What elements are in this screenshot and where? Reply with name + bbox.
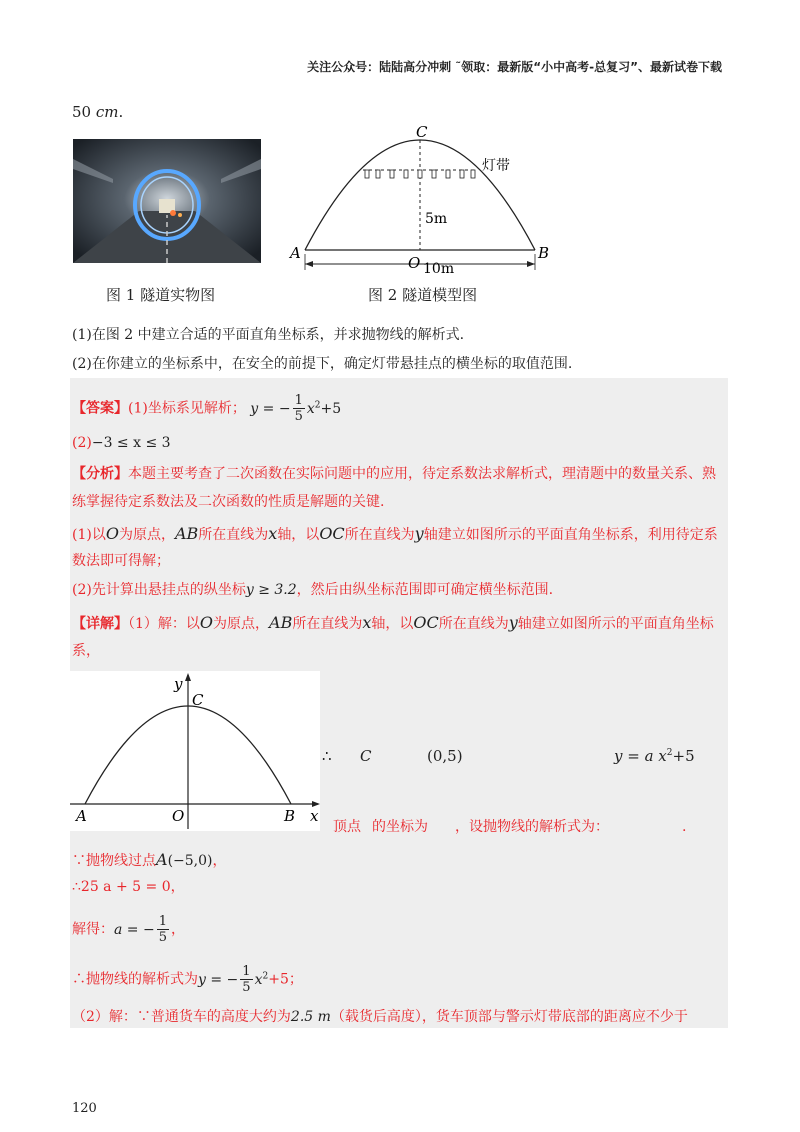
label-lights: 灯带 <box>482 158 510 174</box>
graph-label-a: A <box>76 807 87 825</box>
analysis-line-4: 数法即可得解； <box>72 553 170 569</box>
tunnel-photo <box>73 139 261 263</box>
detail-line-3: ∵抛物线过点A(−5,0)， <box>72 850 227 869</box>
detail-line-1: 【详解】（1）解：以O为原点，AB所在直线为x轴，以OC所在直线为y轴建立如图所示的平面直角坐标 <box>72 613 714 632</box>
parabola-graph <box>70 671 320 831</box>
analysis-line-5: (2)先计算出悬挂点的纵坐标y ≥ 3.2，然后由纵坐标范围即可确定横坐标范围. <box>72 582 554 598</box>
vertex-c: C <box>360 747 372 765</box>
intro-num: 50 <box>72 103 92 121</box>
intro-tail <box>72 103 123 121</box>
page-number: 120 <box>72 1101 97 1116</box>
figure2-caption: 图 2 隧道模型图 <box>368 286 478 304</box>
answer-range: −3 ≤ x ≤ 3 <box>91 435 171 451</box>
graph-label-x: x <box>310 807 319 825</box>
label-a: A <box>290 244 301 262</box>
analysis-line-2: 练掌握待定系数法及二次函数的性质是解题的关键. <box>72 494 385 510</box>
intro-unit: cm <box>95 103 119 121</box>
label-b: B <box>538 244 550 262</box>
question-2: (2)在你建立的坐标系中，在安全的前提下，确定灯带悬挂点的横坐标的取值范围. <box>72 356 573 372</box>
vertex-text-d: . <box>682 819 687 835</box>
tunnel-photo-image <box>73 139 261 263</box>
analysis-line-1: 【分析】本题主要考查了二次函数在实际问题中的应用，待定系数法求解析式，理清题中的数量关系、熟 <box>72 466 716 482</box>
answer-line-2: (2)−3 ≤ x ≤ 3 <box>72 435 171 451</box>
detail-line-6: ∴抛物线的解析式为y = − $\frac{1}{5}$ $x^2+5$； <box>72 964 303 995</box>
detail-line-4: ∴25 a + 5 = 0， <box>72 879 185 895</box>
tunnel-model-diagram <box>285 120 550 280</box>
label-c: C <box>416 123 428 141</box>
label-width: 10m <box>423 261 455 277</box>
intro-period: . <box>118 103 124 121</box>
light-fixtures <box>365 170 475 178</box>
vertex-coordinate: (0,5) <box>427 747 463 765</box>
answer-line-1 <box>72 393 341 424</box>
graph-label-c: C <box>192 691 204 709</box>
label-o: O <box>408 254 421 272</box>
therefore-symbol: ∴ <box>322 747 332 765</box>
label-height: 5m <box>425 211 448 227</box>
question-1: (1)在图 2 中建立合适的平面直角坐标系，并求抛物线的解析式. <box>72 327 465 343</box>
page-header: 关注公众号：陆陆高分冲刺 ˜领取：最新版“小中高考-总复习”、最新试卷下载 <box>307 60 722 74</box>
detail-line-5: 解得：a = − $\frac{1}{5}$ ， <box>72 914 186 945</box>
vertex-text-a: 顶点 <box>333 819 361 835</box>
parabola-graph-panel <box>70 671 320 831</box>
detail-line-2: 系， <box>72 643 100 659</box>
answer-tag: 【答案】 <box>72 400 128 417</box>
answer-p1-text: (1)坐标系见解析； <box>128 400 246 417</box>
detail-line-7: （2）解：∵普通货车的高度大约为2.5 m（载货后高度），货车顶部与警示灯带底部的距离应不少于 <box>72 1009 688 1025</box>
vertex-text-b: 的坐标为 <box>372 819 428 835</box>
assumed-equation: y = a $x^2+5$ <box>614 747 695 765</box>
graph-label-o: O <box>172 807 185 825</box>
answer-formula: y = − $\frac{1}{5}$ $x^2+5$ <box>250 393 342 424</box>
figure1-caption: 图 1 隧道实物图 <box>106 286 216 304</box>
analysis-line-3: (1)以O为原点，AB所在直线为x轴，以OC所在直线为y轴建立如图所示的平面直角坐标系，利用待定系 <box>72 524 718 543</box>
graph-label-b: B <box>284 807 296 825</box>
graph-label-y: y <box>174 675 183 693</box>
vertex-text-c: ，设抛物线的解析式为： <box>455 819 609 835</box>
